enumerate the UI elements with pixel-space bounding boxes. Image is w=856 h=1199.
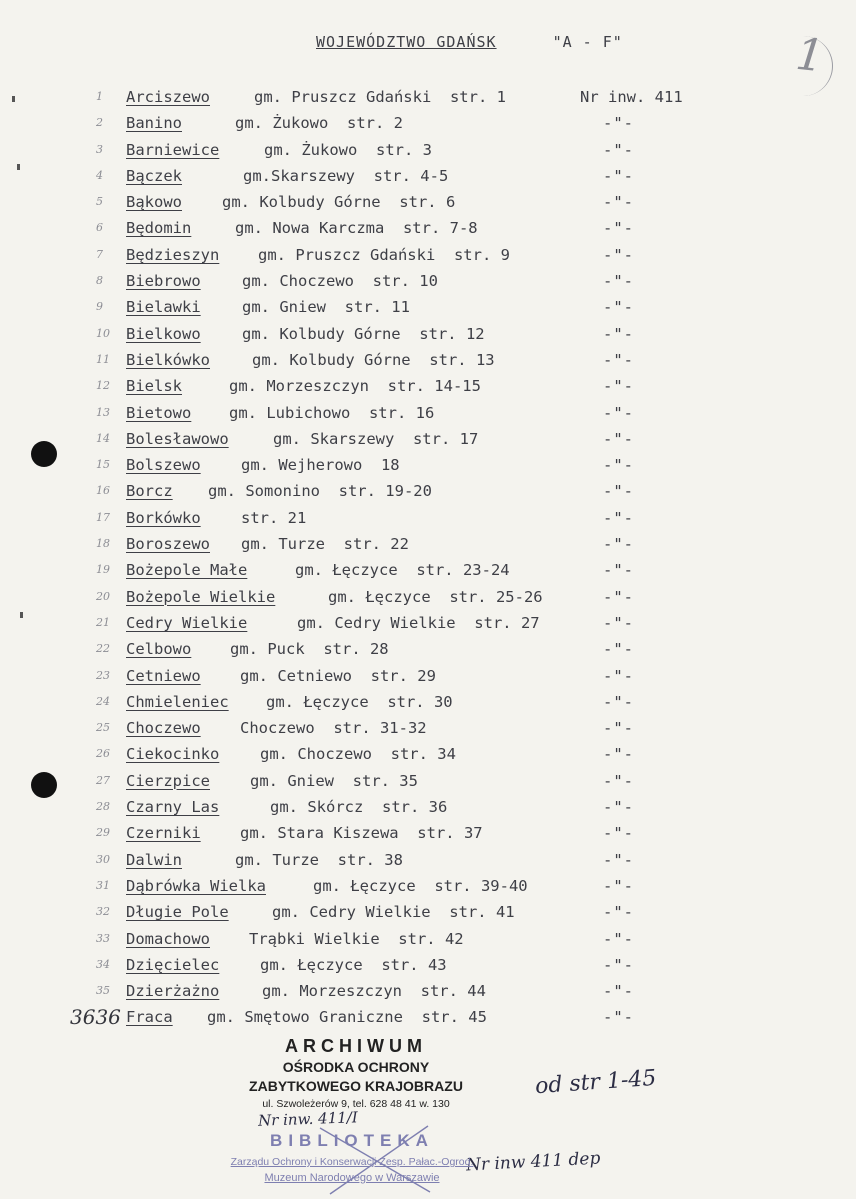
entry-row bbox=[0, 820, 856, 846]
entry-ditto-mark: -"- bbox=[603, 508, 634, 527]
entry-place-name: Bielawki bbox=[126, 298, 201, 317]
entry-details: gm. Cetniewo str. 29 bbox=[240, 666, 436, 685]
entry-number: 3636 bbox=[70, 1005, 121, 1030]
entry-details: gm. Pruszcz Gdański str. 9 bbox=[258, 245, 510, 264]
entry-details: gm. Puck str. 28 bbox=[230, 640, 389, 659]
library-stamp-line-3: Muzeum Narodowego w Warszawie bbox=[264, 1172, 440, 1184]
entry-place-name: Banino bbox=[126, 114, 182, 133]
entry-place-name: Będomin bbox=[126, 219, 192, 238]
entry-ditto-mark: -"- bbox=[603, 535, 634, 554]
entry-details: gm. Łęczyce str. 25-26 bbox=[328, 587, 543, 606]
entry-place-name: Borkówko bbox=[126, 508, 201, 527]
entry-row bbox=[0, 741, 856, 767]
entry-ditto-mark: -"- bbox=[603, 298, 634, 317]
entry-place-name: Czarny Las bbox=[126, 798, 220, 817]
entry-row bbox=[0, 689, 856, 715]
entry-details: gm. Żukowo str. 2 bbox=[235, 114, 403, 133]
entry-ditto-mark: -"- bbox=[603, 850, 634, 869]
entry-number: 20 bbox=[96, 589, 110, 603]
entry-details: gm. Morzeszczyn str. 14-15 bbox=[229, 377, 481, 396]
entry-details: gm. Łęczyce str. 39-40 bbox=[313, 876, 528, 895]
entry-row bbox=[0, 610, 856, 636]
entry-place-name: Czerniki bbox=[126, 824, 201, 843]
entry-ditto-mark: -"- bbox=[603, 114, 634, 133]
entry-ditto-mark: -"- bbox=[603, 771, 634, 790]
cross-mark bbox=[300, 1120, 450, 1198]
entry-number: 6 bbox=[96, 221, 103, 235]
entry-place-name: Choczewo bbox=[126, 719, 201, 738]
entry-ditto-mark: -"- bbox=[603, 561, 634, 580]
entry-number: 22 bbox=[96, 642, 110, 656]
entry-details: gm. Turze str. 38 bbox=[235, 850, 403, 869]
entry-details: gm. Gniew str. 11 bbox=[242, 298, 410, 317]
entry-number: 35 bbox=[96, 984, 110, 998]
entry-number: 21 bbox=[96, 615, 110, 629]
entry-details: gm. Kolbudy Górne str. 12 bbox=[242, 324, 485, 343]
entry-ditto-mark: -"- bbox=[603, 903, 634, 922]
entry-ditto-mark: -"- bbox=[603, 245, 634, 264]
entry-ditto-mark: -"- bbox=[603, 587, 634, 606]
stamp-line-2: OŚRODKA OCHRONY bbox=[282, 1059, 430, 1075]
entry-ditto-mark: -"- bbox=[603, 193, 634, 212]
entry-row bbox=[0, 426, 856, 452]
entry-ditto-mark: -"- bbox=[603, 456, 634, 475]
entry-place-name: Dąbrówka Wielka bbox=[126, 876, 266, 895]
entry-details: gm. Łęczyce str. 30 bbox=[266, 692, 453, 711]
entry-number: 33 bbox=[96, 931, 110, 945]
entry-details: gm. Skarszewy str. 17 bbox=[273, 429, 479, 448]
entry-number: 19 bbox=[96, 563, 110, 577]
header-title: WOJEWÓDZTWO GDAŃSK bbox=[316, 33, 497, 51]
entry-place-name: Arciszewo bbox=[126, 88, 210, 106]
entry-details: gm. Kolbudy Górne str. 6 bbox=[222, 193, 456, 212]
entry-place-name: Długie Pole bbox=[126, 903, 229, 922]
entry-place-name: Borcz bbox=[126, 482, 173, 501]
entry-number: 18 bbox=[96, 537, 110, 551]
entry-number: 28 bbox=[96, 800, 110, 814]
entry-number: 9 bbox=[96, 300, 103, 314]
entry-details: gm. Łęczyce str. 23-24 bbox=[295, 561, 510, 580]
entry-row bbox=[0, 163, 856, 189]
entry-ditto-mark: -"- bbox=[603, 350, 634, 369]
entry-place-name: Boroszewo bbox=[126, 535, 210, 554]
entry-number: 4 bbox=[96, 168, 103, 182]
entry-details: gm.Skarszewy str. 4-5 bbox=[243, 166, 449, 185]
page-number: 1 bbox=[793, 28, 827, 83]
margin-tick bbox=[17, 164, 20, 170]
entry-ditto-mark: -"- bbox=[603, 640, 634, 659]
entry-ditto-mark: -"- bbox=[603, 666, 634, 685]
entry-row bbox=[0, 978, 856, 1004]
entry-details: Trąbki Wielkie str. 42 bbox=[249, 929, 464, 948]
entry-row bbox=[0, 478, 856, 504]
entry-place-name: Bączek bbox=[126, 166, 182, 185]
entry-number: 23 bbox=[96, 668, 110, 682]
entry-place-name: Cetniewo bbox=[126, 666, 201, 685]
entry-ditto-mark: -"- bbox=[603, 429, 634, 448]
entry-number: 5 bbox=[96, 195, 103, 209]
entry-row bbox=[0, 242, 856, 268]
entry-details: gm. Cedry Wielkie str. 27 bbox=[297, 613, 540, 632]
entry-place-name: Biebrowo bbox=[126, 272, 201, 291]
entry-ditto-mark: -"- bbox=[603, 798, 634, 817]
entry-details: gm. Skórcz str. 36 bbox=[270, 798, 448, 817]
entry-number: 10 bbox=[96, 326, 110, 340]
entry-number: 29 bbox=[96, 826, 110, 840]
entry-number: 15 bbox=[96, 458, 110, 472]
entry-details: str. 21 bbox=[241, 508, 307, 527]
entry-row bbox=[0, 294, 856, 320]
entry-ditto-mark: -"- bbox=[603, 745, 634, 764]
entry-place-name: Chmieleniec bbox=[126, 692, 229, 711]
entry-row bbox=[0, 663, 856, 689]
entry-row bbox=[0, 373, 856, 399]
entry-row bbox=[0, 347, 856, 373]
archive-stamp bbox=[236, 1036, 476, 1110]
entry-details: gm. Lubichowo str. 16 bbox=[229, 403, 435, 422]
entry-row bbox=[0, 321, 856, 347]
entry-row bbox=[0, 505, 856, 531]
entry-ditto-mark: -"- bbox=[603, 324, 634, 343]
entry-number: 25 bbox=[96, 721, 110, 735]
entry-ditto-mark: -"- bbox=[603, 955, 634, 974]
entry-details: gm. Nowa Karczma str. 7-8 bbox=[235, 219, 478, 238]
entry-number: 7 bbox=[96, 247, 103, 261]
entry-row bbox=[0, 189, 856, 215]
entry-row bbox=[0, 715, 856, 741]
entry-row bbox=[0, 952, 856, 978]
entry-number: 2 bbox=[96, 116, 103, 130]
entry-row bbox=[0, 452, 856, 478]
entry-ditto-mark: -"- bbox=[603, 692, 634, 711]
entry-details: gm. Choczewo str. 10 bbox=[242, 272, 438, 291]
margin-tick bbox=[20, 612, 23, 618]
entry-number: 13 bbox=[96, 405, 110, 419]
entry-number: 16 bbox=[96, 484, 110, 498]
entry-inventory-number: Nr inw. 411 bbox=[580, 88, 683, 106]
entry-number: 24 bbox=[96, 694, 110, 708]
entry-place-name: Dzięcielec bbox=[126, 955, 220, 974]
entry-row bbox=[0, 899, 856, 925]
entry-place-name: Bolesławowo bbox=[126, 429, 229, 448]
entry-number: 30 bbox=[96, 852, 110, 866]
entry-place-name: Bietowo bbox=[126, 403, 192, 422]
margin-tick bbox=[12, 96, 15, 102]
entry-details: gm. Żukowo str. 3 bbox=[264, 140, 432, 159]
stamp-line-4: ul. Szwoleżerów 9, tel. 628 48 41 w. 130 bbox=[262, 1098, 450, 1110]
entry-number: 31 bbox=[96, 878, 110, 892]
entry-ditto-mark: -"- bbox=[603, 166, 634, 185]
entry-details: gm. Cedry Wielkie str. 41 bbox=[272, 903, 515, 922]
entry-ditto-mark: -"- bbox=[603, 403, 634, 422]
entry-place-name: Bielsk bbox=[126, 377, 182, 396]
entry-place-name: Będzieszyn bbox=[126, 245, 220, 264]
handwritten-inventory-note: Nr inw. 411/I bbox=[257, 1108, 359, 1130]
entry-place-name: Bielkówko bbox=[126, 350, 210, 369]
entry-ditto-mark: -"- bbox=[603, 377, 634, 396]
entry-ditto-mark: -"- bbox=[603, 140, 634, 159]
entry-row bbox=[0, 636, 856, 662]
entry-details: gm. Wejherowo 18 bbox=[241, 456, 400, 475]
entry-number: 17 bbox=[96, 510, 110, 524]
entry-ditto-mark: -"- bbox=[603, 613, 634, 632]
punch-hole bbox=[31, 441, 57, 467]
entry-place-name: Celbowo bbox=[126, 640, 192, 659]
entry-ditto-mark: -"- bbox=[603, 824, 634, 843]
entry-place-name: Barniewice bbox=[126, 140, 220, 159]
entry-details: Choczewo str. 31-32 bbox=[240, 719, 427, 738]
entry-place-name: Bielkowo bbox=[126, 324, 201, 343]
entry-number: 27 bbox=[96, 773, 110, 787]
entry-number: 26 bbox=[96, 747, 110, 761]
entry-row bbox=[0, 1004, 856, 1030]
entry-details: gm. Kolbudy Górne str. 13 bbox=[252, 350, 495, 369]
entry-details: gm. Smętowo Graniczne str. 45 bbox=[207, 1008, 487, 1027]
entry-number: 8 bbox=[96, 274, 103, 288]
entry-row bbox=[0, 926, 856, 952]
entry-details: gm. Łęczyce str. 43 bbox=[260, 955, 447, 974]
punch-hole bbox=[31, 772, 57, 798]
entry-number: 34 bbox=[96, 957, 110, 971]
entry-number: 14 bbox=[96, 431, 110, 445]
entry-row bbox=[0, 584, 856, 610]
entry-place-name: Fraca bbox=[126, 1008, 173, 1027]
entry-ditto-mark: -"- bbox=[603, 219, 634, 238]
entry-ditto-mark: -"- bbox=[603, 982, 634, 1001]
entry-row bbox=[0, 400, 856, 426]
entry-details: gm. Choczewo str. 34 bbox=[260, 745, 456, 764]
entry-ditto-mark: -"- bbox=[603, 719, 634, 738]
entry-number: 32 bbox=[96, 905, 110, 919]
library-stamp-line-1: BIBLIOTEKA bbox=[270, 1131, 434, 1150]
entry-number: 3 bbox=[96, 142, 103, 156]
entry-row bbox=[0, 268, 856, 294]
entry-place-name: Ciekocinko bbox=[126, 745, 220, 764]
entry-details: gm. Stara Kiszewa str. 37 bbox=[240, 824, 483, 843]
entry-ditto-mark: -"- bbox=[603, 1008, 634, 1027]
entry-row bbox=[0, 557, 856, 583]
entry-list bbox=[0, 84, 856, 1031]
entry-place-name: Bolszewo bbox=[126, 456, 201, 475]
entry-number: 12 bbox=[96, 379, 110, 393]
stamp-line-3: ZABYTKOWEGO KRAJOBRAZU bbox=[249, 1078, 463, 1094]
entry-details: gm. Morzeszczyn str. 44 bbox=[262, 982, 486, 1001]
entry-row bbox=[0, 110, 856, 136]
entry-row bbox=[0, 794, 856, 820]
entry-row bbox=[0, 847, 856, 873]
entry-number: 11 bbox=[96, 352, 110, 366]
stamp-line-1: ARCHIWUM bbox=[285, 1036, 427, 1056]
entry-place-name: Cierzpice bbox=[126, 771, 210, 790]
entry-place-name: Bąkowo bbox=[126, 193, 182, 212]
entry-details: gm. Somonino str. 19-20 bbox=[208, 482, 432, 501]
entry-row bbox=[0, 768, 856, 794]
entry-ditto-mark: -"- bbox=[603, 482, 634, 501]
entry-place-name: Bożepole Wielkie bbox=[126, 587, 276, 606]
entry-place-name: Dalwin bbox=[126, 850, 182, 869]
entry-row bbox=[0, 531, 856, 557]
entry-details: gm. Pruszcz Gdański str. 1 bbox=[254, 88, 506, 106]
entry-place-name: Domachowo bbox=[126, 929, 210, 948]
entry-details: gm. Turze str. 22 bbox=[241, 535, 409, 554]
document-header bbox=[316, 33, 623, 51]
entry-ditto-mark: -"- bbox=[603, 876, 634, 895]
entry-row bbox=[0, 137, 856, 163]
header-range: "A - F" bbox=[552, 33, 623, 51]
entry-details: gm. Gniew str. 35 bbox=[250, 771, 418, 790]
entry-ditto-mark: -"- bbox=[603, 929, 634, 948]
entry-place-name: Cedry Wielkie bbox=[126, 613, 248, 632]
entry-place-name: Dzierżażno bbox=[126, 982, 220, 1001]
entry-row bbox=[0, 873, 856, 899]
entry-number: 1 bbox=[96, 90, 103, 103]
handwritten-inventory-note-2: Nr inw 411 dep bbox=[465, 1148, 601, 1176]
library-stamp-line-2: Zarządu Ochrony i Konserwacji Zesp. Pałac.-Ogrod. bbox=[230, 1156, 474, 1168]
entry-row bbox=[0, 215, 856, 241]
entry-ditto-mark: -"- bbox=[603, 272, 634, 291]
entry-place-name: Bożepole Małe bbox=[126, 561, 248, 580]
entry-row bbox=[0, 84, 856, 110]
handwritten-pages-note: od str 1-45 bbox=[534, 1065, 658, 1100]
